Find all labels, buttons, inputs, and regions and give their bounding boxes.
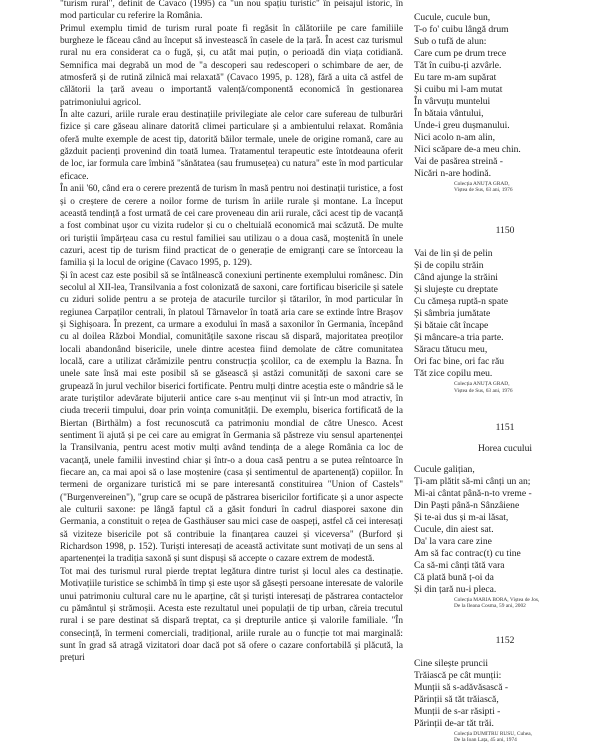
collection-note [414,381,598,393]
paragraph: Primul exemplu timid de turism rural poate fi regăsit în călătoriile pe care familiile burgheze le făceau când au început să investească în casele de la țară. În acest caz turismul rural nu era considerat ca o fugă, și, cu atât mai puțin, o perioadă din viața cotidiană. Semnifica mai degrabă un mod de "a descoperi sau redescoperi o schimbare de aer, de atmosferă și de rutină zilnică mai relaxată" (Cavaco 1995, p. 128), fără a uita că astfel de călătorii la țară aveau o importantă valență/componentă economică în gestionarea patrimoniului agricol. [60,23,403,108]
poem-line: Ori fac bine, ori fac rău [414,356,505,368]
poem-1151 [414,464,598,609]
poem-line: Vai de lin și de pelin [414,248,493,260]
collection-note [414,181,598,193]
poem-line: În bătaia vântului, [414,108,484,119]
poem-line: Munții de s-ar răsipti - [414,706,501,718]
paragraph: În alte cazuri, ariile rurale erau destinațiile privilegiate ale celor care sufereau de tulburări fizice și care găseau alinare datorită climei particulare și a ambientului relaxat. România oferă multe exemple de acest tip, datorită băilor termale, unele de origine romană, care au găzduit pacienți provenind din toată lumea. Tratamentul terapeutic este întotdeauna oferit de loc, iar formula care îmbină "sănătatea (sau frumusețea) cu natura" este în mod particular eficace. [60,110,403,182]
poem-number: 1151 [495,421,515,433]
poem-line: Și te-ai dus și m-ai lăsat, [414,511,509,523]
poem-line: Și din țară nu-i plecа. [414,583,497,595]
collection-line: Colecția MARIA BORA, Viștea de Jos, [454,596,540,603]
collection-line: Viștea de Sus, 63 ani, 1976 [454,187,513,194]
poem-line: Cucule, cucule bun, [414,12,491,23]
poem-line: Nicări n-are hodină. [414,168,491,179]
poem-line: Da' la vara care zine [414,535,492,547]
poem-line: Munții să s-adăvăsască - [414,682,509,694]
poem-line: Părinții să tăt trăiască, [414,694,499,706]
poem-line: Părinții de-ar tăt trăi. [414,718,494,730]
poem-line: În vârvuțu muntelui [414,96,491,107]
poem-line: Și slujește cu dreptate [414,284,498,296]
collection-line: De la Ileana Cosma, 59 ani, 2002 [454,603,526,610]
collection-line: Colecția DUMITRU RUSU, Cuhea, [454,731,533,738]
poem-line: Eu tare m-am supărat [414,72,497,83]
poem-line: Nici acolo n-am alin, [414,132,495,143]
collection-note [414,731,598,743]
poem-line: Cine silește pruncii [414,658,489,670]
collection-line: Viștea de Sus, 63 ani, 1976 [454,387,513,394]
poem-line: Cucule, din aiest sat. [414,523,494,535]
poem-line: Unde-i greu dușmanului. [414,120,510,131]
poem-line: Săracu tătucu meu, [414,344,488,356]
paragraph: Tot mai des turismul rural pierde treptat legătura dintre turist și locul ales ca destinație. Motivațiile turistice se schimbă în timp și este ușor să găsești persoane interesate de valorile unui patrimoniu cultural care nu le aparține, cât și turiști interesați de păstrarea contactelor cu pământul și strămoșii. Acesta este rezultatul unei populații de tip urban, căreia trecutul rural i se pare destinat să dispară treptat, ca și drepturile antice și valorile familiale. "În consecință, în termeni comerciali, tradițional, ariile rurale au o funcție tot mai marginală: sunt în grad să atragă vizitatori doar dacă pot să ofere o cazare confortabilă și plăcută, la prețuri [60,566,403,664]
poem-first [414,12,598,193]
collection-note [414,597,598,609]
collection-line: Colecția ANUȚA GRAD, [454,381,510,388]
poem-line: Cu cămeșa ruptă-n spate [414,296,509,308]
poem-line: Sub o tufă de alun: [414,36,487,47]
poem-line: Care cum pe drum trece [414,48,507,59]
poem-line: Când ajunge la străini [414,272,498,284]
paragraph: "turism rural", definit de Cavaco (1995) ca "un nou spațiu turistic" în peisajul istoric, în mod particular cu referire la România. [60,0,403,22]
poem-line: Din Paști până-n Sânzâiene [414,499,520,511]
poem-1152 [414,658,598,743]
poem-line: Și bătaie cât încape [414,320,489,332]
collection-line: Colecția ANUȚA GRAD, [454,181,510,187]
poem-line: Nici scăpare de-a meu chin. [414,144,521,155]
poem-number: 1152 [495,635,515,647]
poem-line: Mi-ai cântat până-n-to vreme - [414,487,532,499]
poem-line: Am să fac contrac(t) cu tine [414,547,521,559]
poem-line: Și de copilu străin [414,260,484,272]
poem-number: 1150 [495,225,515,237]
collection-line: De la Ioan Lața, 45 ani, 1974 [454,737,517,744]
poem-line: Vai de pasărea streină - [414,156,503,167]
paragraph: În anii '60, când era o cerere prezentă de turism în masă pentru noi destinații turistice, a fost și o creștere de cerere a noilor forme de turism în ariile rurale și montane. La început această tendință a fost urmată de cei care proveneau din arii rurale, căci acest tip de vacanță a fost combinat ușor cu vizita rudelor și cu o cheltuială economică mai scăzută. De multe ori turiștii împărțeau casa cu restul familiei sau utilizau o a doua casă, moștenită în unele cazuri, acest tip de turism fiind practicat de o generație de emigranți care se întorceau la familia și la locul de origine (Cavaco 1995, p. 129). [60,184,403,269]
poem-line: Și sâmbria jumătate [414,308,491,320]
poem-line: Ca să-mi cânți tătă vara [414,559,505,571]
poem-line: Trăiască pe cât munții: [414,670,502,682]
poem-line: Tăt zice copilu meu. [414,368,493,380]
poem-line: Și mâncare-a tria parte. [414,332,504,344]
poem-title: Horea cucului [477,442,533,454]
poem-line: Tăt în cuibu-ți azvârle. [414,60,502,71]
poem-line: Și cuibu mi l-am mutat [414,84,503,95]
poem-line: Că plată bună ț-oi da [414,571,494,583]
poems-column [412,12,598,744]
main-text-column [60,0,403,665]
paragraph: Și în acest caz este posibil să se întâlnească conexiuni pertinente exemplului românesc. Din secolul al XII-lea, Transilvania a fost colonizată de saxoni, care fortificau bisericile și satele cu ziduri solide pentru a se proteja de atacurile turcilor și tătarilor, în mod particular în regiunea Carpaților centrali, în platoul Târnavelor în toată aria care se extinde între Brașov și Sighișoara. În prezent, ca urmare a exodului în masă a saxonilor în Germania, începând cu al doilea Război Mondial, comunitățile saxone riscau să dispară, majoritatea preoților locali abandonând bisericile, unele dintre acestea fiind demolate de către comunitatea locală, care a utilizat cărămizile pentru construcția școlilor, ca de exemplu la Bazna. În unele sate însă mai este posibil să se găsească și astăzi comunități de saxoni care se grupează în jurul vechilor biserici fortificate. Pentru mulți dintre aceștia este o mândrie să le arate turiștilor adevărate bijuterii antice care s-au menținut vii și într-un mod atractiv, în ciuda trecerii timpului, doar prin voința comunității. De exemplu, biserica fortificată de la Biertan (Birthälm) a fost recunoscută ca patrimoniu mondial de către Unesco. Acest sentiment îi ajută și pe cei care au emigrat în Germania să păstreze viu sensul apartenenței la Transilvania, pentru acest motiv mulți având tendința de a alege România ca loc de vacanță, unele familii investind chiar și într-o a doua casă pentru a se putea reîntoarce în fiecare an, ca mai apoi să o lase moștenire (casa și sentimentul de apartenență) copiilor. În termeni de organizare turistică mi se pare interesantă constituirea "Union of Castels" ("Burgenvereinen"), "grup care se ocupă de păstrarea bisericilor fortificate și a unor aspecte ale culturii saxone: pe lângă faptul că a găsit fonduri în cadrul diasporei saxone din Germania, a constituit o rețea de Gasthäuser sau mici case de oaspeți, astfel că cei interesați să viziteze bisericile pot să contribuie la finanțarea cauzei și viceversa" (Burford și Richardson 1998, p. 152). Turiști interesați de această activitate sunt motivați de un sens al apartenenței la tradiția saxonă și sunt dispuși să accepte o cazare extrem de modestă. [60,270,403,565]
poem-line: T-o fo' cuibu lângă drum [414,24,509,35]
poem-line: Cucule galițian, [414,463,475,475]
poem-1150 [414,248,598,393]
poem-line: Ți-am plătit să-mi cânți un an; [414,475,531,487]
